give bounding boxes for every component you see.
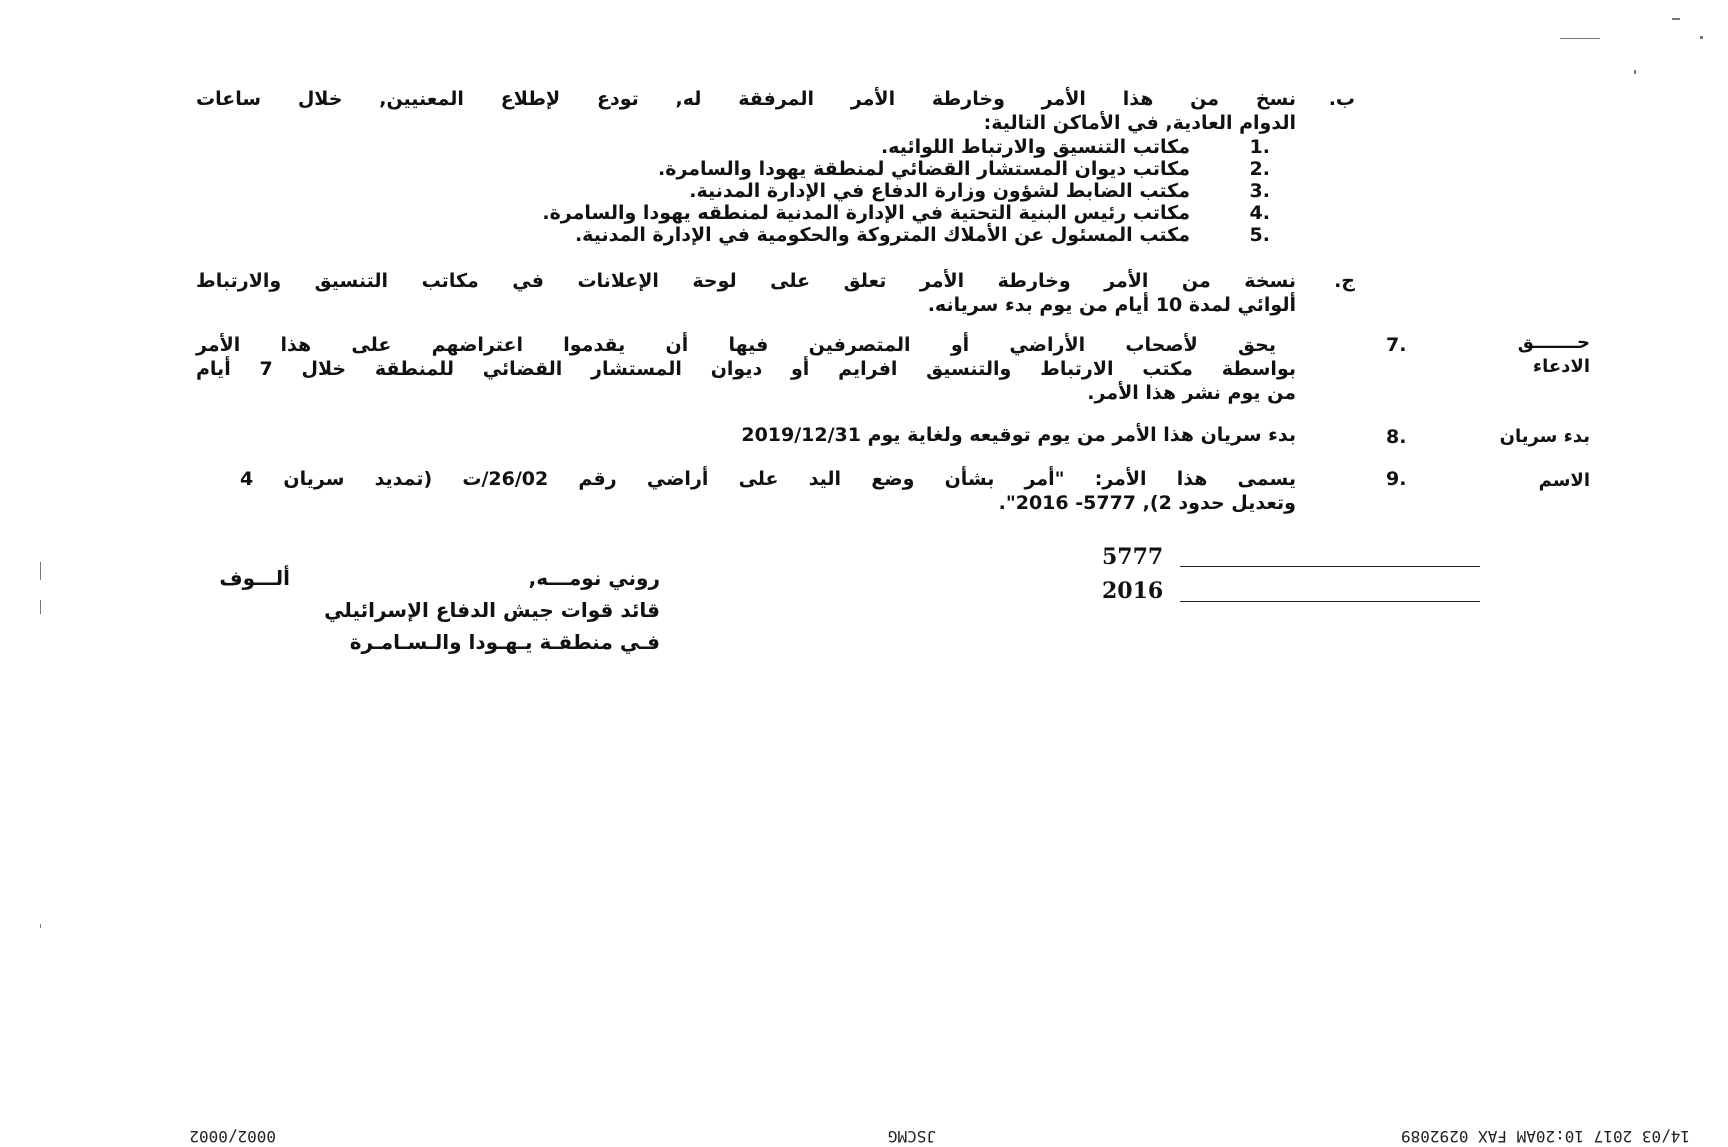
scan-mark [40,562,41,580]
list-item-number: .4 [1249,202,1270,224]
list-item: مكاتب رئيس البنية التحتية في الإدارة المدنية لمنطقه يهودا والسامرة. [542,202,1190,224]
list-item-number: .5 [1249,224,1270,246]
clause-7-number: 7. [1386,334,1407,356]
signatory-title-2: فـي منطقـة يـهـودا والـسـامـرة [349,630,660,654]
section-b-line2: الدوام العادية, في الأماكن التالية: [983,112,1296,134]
section-j-line1: نسخة من الأمر وخارطة الأمر تعلق على لوحة الإعلانات في مكاتب التنسيق والارتباط [196,270,1296,292]
fax-footer-center: JSCMG [887,1127,936,1146]
section-j-letter: ج. [1334,270,1355,292]
clause-8-line1: بدء سريان هذا الأمر من يوم توقيعه ولغاية يوم 2019/12/31 [741,424,1296,446]
clause-7-line3: من يوم نشر هذا الأمر. [1087,382,1296,404]
gregorian-date-underline [1180,601,1480,602]
clause-8-title: بدء سريان [1499,426,1590,447]
scan-mark [40,600,41,614]
clause-9-line1: يسمى هذا الأمر: "أمر بشأن وضع اليد على أراضي رقم 26/02/ت (تمديد سريان 4 [240,468,1296,490]
scan-mark [40,924,41,928]
list-item-number: .3 [1249,180,1270,202]
section-j-line2: ألوائي لمدة 10 أيام من يوم بدء سريانه. [927,294,1296,316]
scan-mark [1634,70,1636,74]
clause-9-number: 9. [1386,468,1407,490]
list-item: مكتب المسئول عن الأملاك المتروكة والحكومية في الإدارة المدنية. [574,224,1190,246]
clause-9-line2: وتعديل حدود 2), 5777- 2016". [998,492,1296,514]
list-item: مكاتب التنسيق والارتباط اللوائيه. [880,136,1190,158]
clause-7-title: حـــــــق [1517,332,1590,353]
signatory-name: روني نومـــه, [528,566,660,590]
section-b-line1: نسخ من هذا الأمر وخارطة الأمر المرفقة له, تودع لإطلاع المعنيين, خلال ساعات [196,88,1296,110]
hebrew-date-underline [1180,566,1480,567]
list-item: مكتب الضابط لشؤون وزارة الدفاع في الإدارة المدنية. [689,180,1190,202]
fax-footer-right: 0002/0002 [189,1127,276,1146]
signatory-title-1: قائد قوات جيش الدفاع الإسرائيلي [324,598,660,622]
clause-7-line2: بواسطة مكتب الارتباط والتنسيق افرايم أو ديوان المستشار القضائي للمنطقة خلال 7 أيام [196,358,1296,380]
scan-mark [1560,38,1600,39]
list-item-number: .1 [1249,136,1270,158]
clause-7-title-line2: الادعاء [1532,356,1590,377]
clause-8-number: 8. [1386,426,1407,448]
gregorian-year: 2016 [1102,578,1164,604]
fax-footer-left: 14/03 2017 10:20AM FAX 0292089 [1401,1127,1690,1146]
hebrew-year: 5777 [1102,544,1164,570]
clause-7-line1: يحق لأصحاب الأراضي أو المتصرفين فيها أن يقدموا اعتراضهم على هذا الأمر [196,334,1276,356]
section-b-letter: ب. [1328,88,1355,110]
scan-mark [1700,36,1703,39]
list-item-number: .2 [1249,158,1270,180]
list-item: مكاتب ديوان المستشار القضائي لمنطقة يهودا والسامرة. [658,158,1190,180]
scan-mark [1672,18,1680,20]
signatory-rank: ألـــوف [219,566,290,590]
clause-9-title: الاسم [1538,470,1590,491]
